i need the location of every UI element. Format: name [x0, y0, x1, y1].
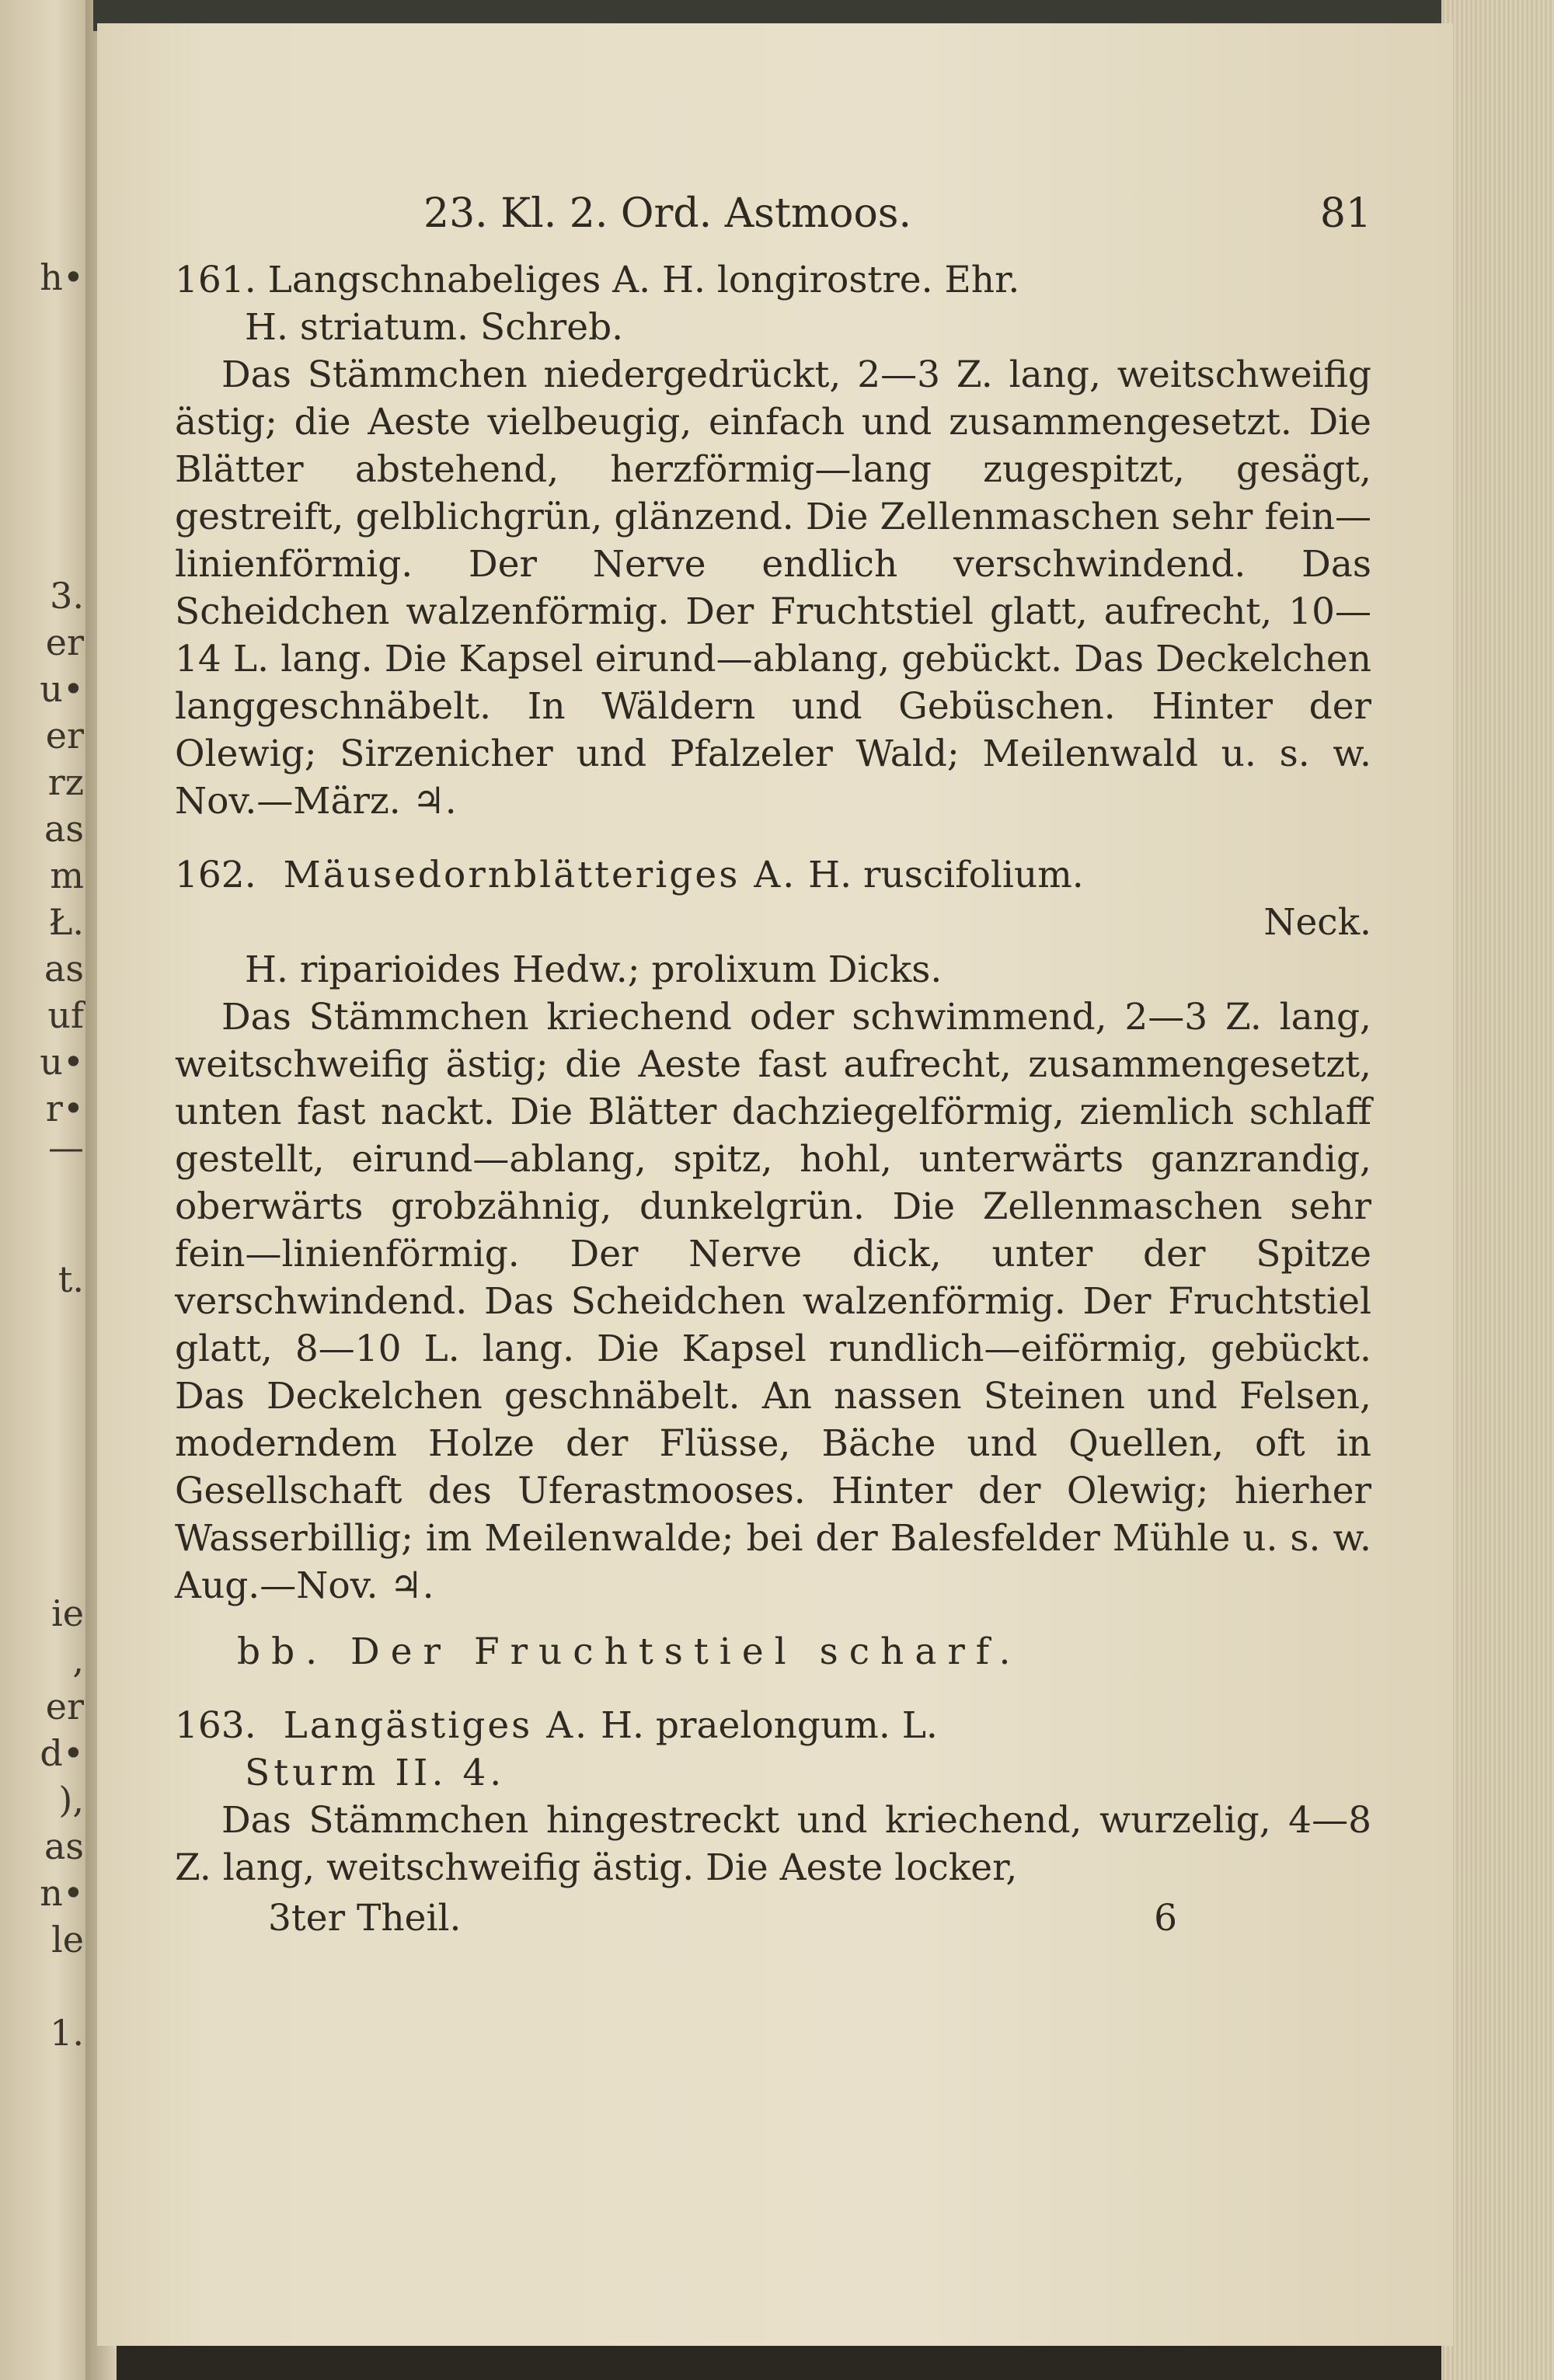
left-margin-fragment: uf	[47, 994, 84, 1036]
entry-name: Langästiges A.	[283, 1704, 590, 1747]
left-margin-fragment: as	[44, 808, 84, 850]
left-margin-fragment: h•	[40, 256, 84, 298]
left-margin-fragment: 3.	[50, 575, 84, 617]
book-page	[97, 23, 1453, 2346]
entry-description: Das Stämmchen kriechend oder schwimmend, 2—3 Z. lang, weitschweifig ästig; die Aeste fast aufrecht, zusammengesetzt, unten fast nackt. Die Blätter dachziegelförmig, ziemlich schlaff gestellt, eirund—ablang, spitz, hohl, unterwärts ganzrandig, oberwärts grobzähnig, dunkelgrün. Die Zellenmaschen sehr fein—linienförmig. Der Nerve dick, unter der Spitze verschwindend. Das Scheidchen walzenförmig. Der Fruchtstiel glatt, 8—10 L. lang. Die Kapsel rundlich—eiförmig, gebückt. Das Deckelchen geschnäbelt. An nassen Steinen und Felsen, moderndem Holze der Flüsse, Bäche und Quellen, oft in Gesellschaft des Uferastmooses. Hinter der Olewig; hierher Wasserbillig; im Meilenwalde; bei der Balesfelder Mühle u. s. w. Aug.—Nov. ♃.	[175, 996, 1371, 1607]
left-margin-fragment: er	[45, 715, 84, 757]
left-margin-fragment: u•	[40, 1041, 84, 1083]
left-page-fragments	[0, 0, 93, 2380]
page-edges	[1441, 0, 1554, 2380]
left-margin-fragment: r•	[45, 1087, 84, 1129]
entry-heading	[175, 851, 1371, 899]
left-margin-fragment: as	[44, 948, 84, 990]
left-margin-fragment: t.	[57, 1258, 84, 1300]
left-margin-fragment: —	[48, 1126, 84, 1168]
entry-name: Mäusedornblätteriges A.	[283, 854, 797, 896]
entry-name: Langschnabeliges A.	[267, 259, 651, 301]
entry-latin: H. praelongum. L.	[601, 1704, 938, 1747]
left-margin-fragment: 1.	[50, 2012, 84, 2054]
left-margin-fragment: Ł.	[48, 901, 84, 943]
left-margin-fragment: d•	[40, 1732, 84, 1774]
entry-number: 162.	[175, 854, 256, 896]
entry-synonyms: H. striatum. Schreb.	[245, 306, 624, 349]
left-margin-fragment: ie	[51, 1592, 84, 1634]
left-margin-fragment: rz	[47, 761, 84, 803]
page-footer	[175, 1895, 1371, 1942]
page-text	[175, 190, 1371, 1942]
header-title: 23. Kl. 2. Ord. Astmoos.	[423, 190, 912, 237]
entry-162	[175, 851, 1371, 1609]
entry-latin: H. ruscifolium.	[808, 854, 1084, 896]
entry-heading	[175, 256, 1371, 304]
left-margin-fragment: ,	[72, 1639, 84, 1681]
subheading: bb. Der Fruchtstiel scharf.	[237, 1630, 1022, 1673]
entry-163	[175, 1702, 1371, 1891]
left-margin-fragment: m	[50, 854, 84, 896]
left-margin-fragment: u•	[40, 668, 84, 710]
left-margin-fragment: er	[45, 1686, 84, 1728]
left-margin-fragment: as	[44, 1825, 84, 1867]
left-margin-fragment: ),	[58, 1779, 84, 1821]
entry-description: Das Stämmchen niedergedrückt, 2—3 Z. lang, weitschweifig ästig; die Aeste vielbeugig, einfach und zusammengesetzt. Die Blätter abstehend, herzförmig—lang zugespitzt, gesägt, gestreift, gelblichgrün, glänzend. Die Zellenmaschen sehr fein—linienförmig. Der Nerve endlich verschwindend. Das Scheidchen walzenförmig. Der Fruchtstiel glatt, aufrecht, 10—14 L. lang. Die Kapsel eirund—ablang, gebückt. Das Deckelchen langgeschnäbelt. In Wäldern und Gebüschen. Hinter der Olewig; Sirzenicher und Pfalzeler Wald; Meilenwald u. s. w. Nov.—März. ♃.	[175, 353, 1371, 823]
entry-latin: H. longirostre. Ehr.	[661, 259, 1020, 301]
page-number: 81	[1319, 190, 1371, 237]
signature-mark: 3ter Theil.	[268, 1897, 462, 1940]
left-margin-fragment: le	[51, 1919, 84, 1961]
entry-latin-author: Neck.	[1263, 901, 1371, 944]
entry-description: Das Stämmchen hingestreckt und kriechend, wurzelig, 4—8 Z. lang, weitschweifig ästig. Die Aeste locker,	[175, 1799, 1371, 1889]
entry-number: 163.	[175, 1704, 256, 1747]
sheet-number: 6	[1154, 1897, 1177, 1940]
entry-number: 161.	[175, 259, 256, 301]
entry-heading	[175, 1702, 1371, 1749]
entry-synonyms: H. riparioides Hedw.; prolixum Dicks.	[245, 948, 943, 991]
running-header	[175, 190, 1371, 238]
left-margin-fragment: er	[45, 621, 84, 663]
entry-161	[175, 256, 1371, 825]
left-margin-fragment: n•	[40, 1872, 84, 1914]
entry-reference: Sturm II. 4.	[245, 1752, 506, 1794]
